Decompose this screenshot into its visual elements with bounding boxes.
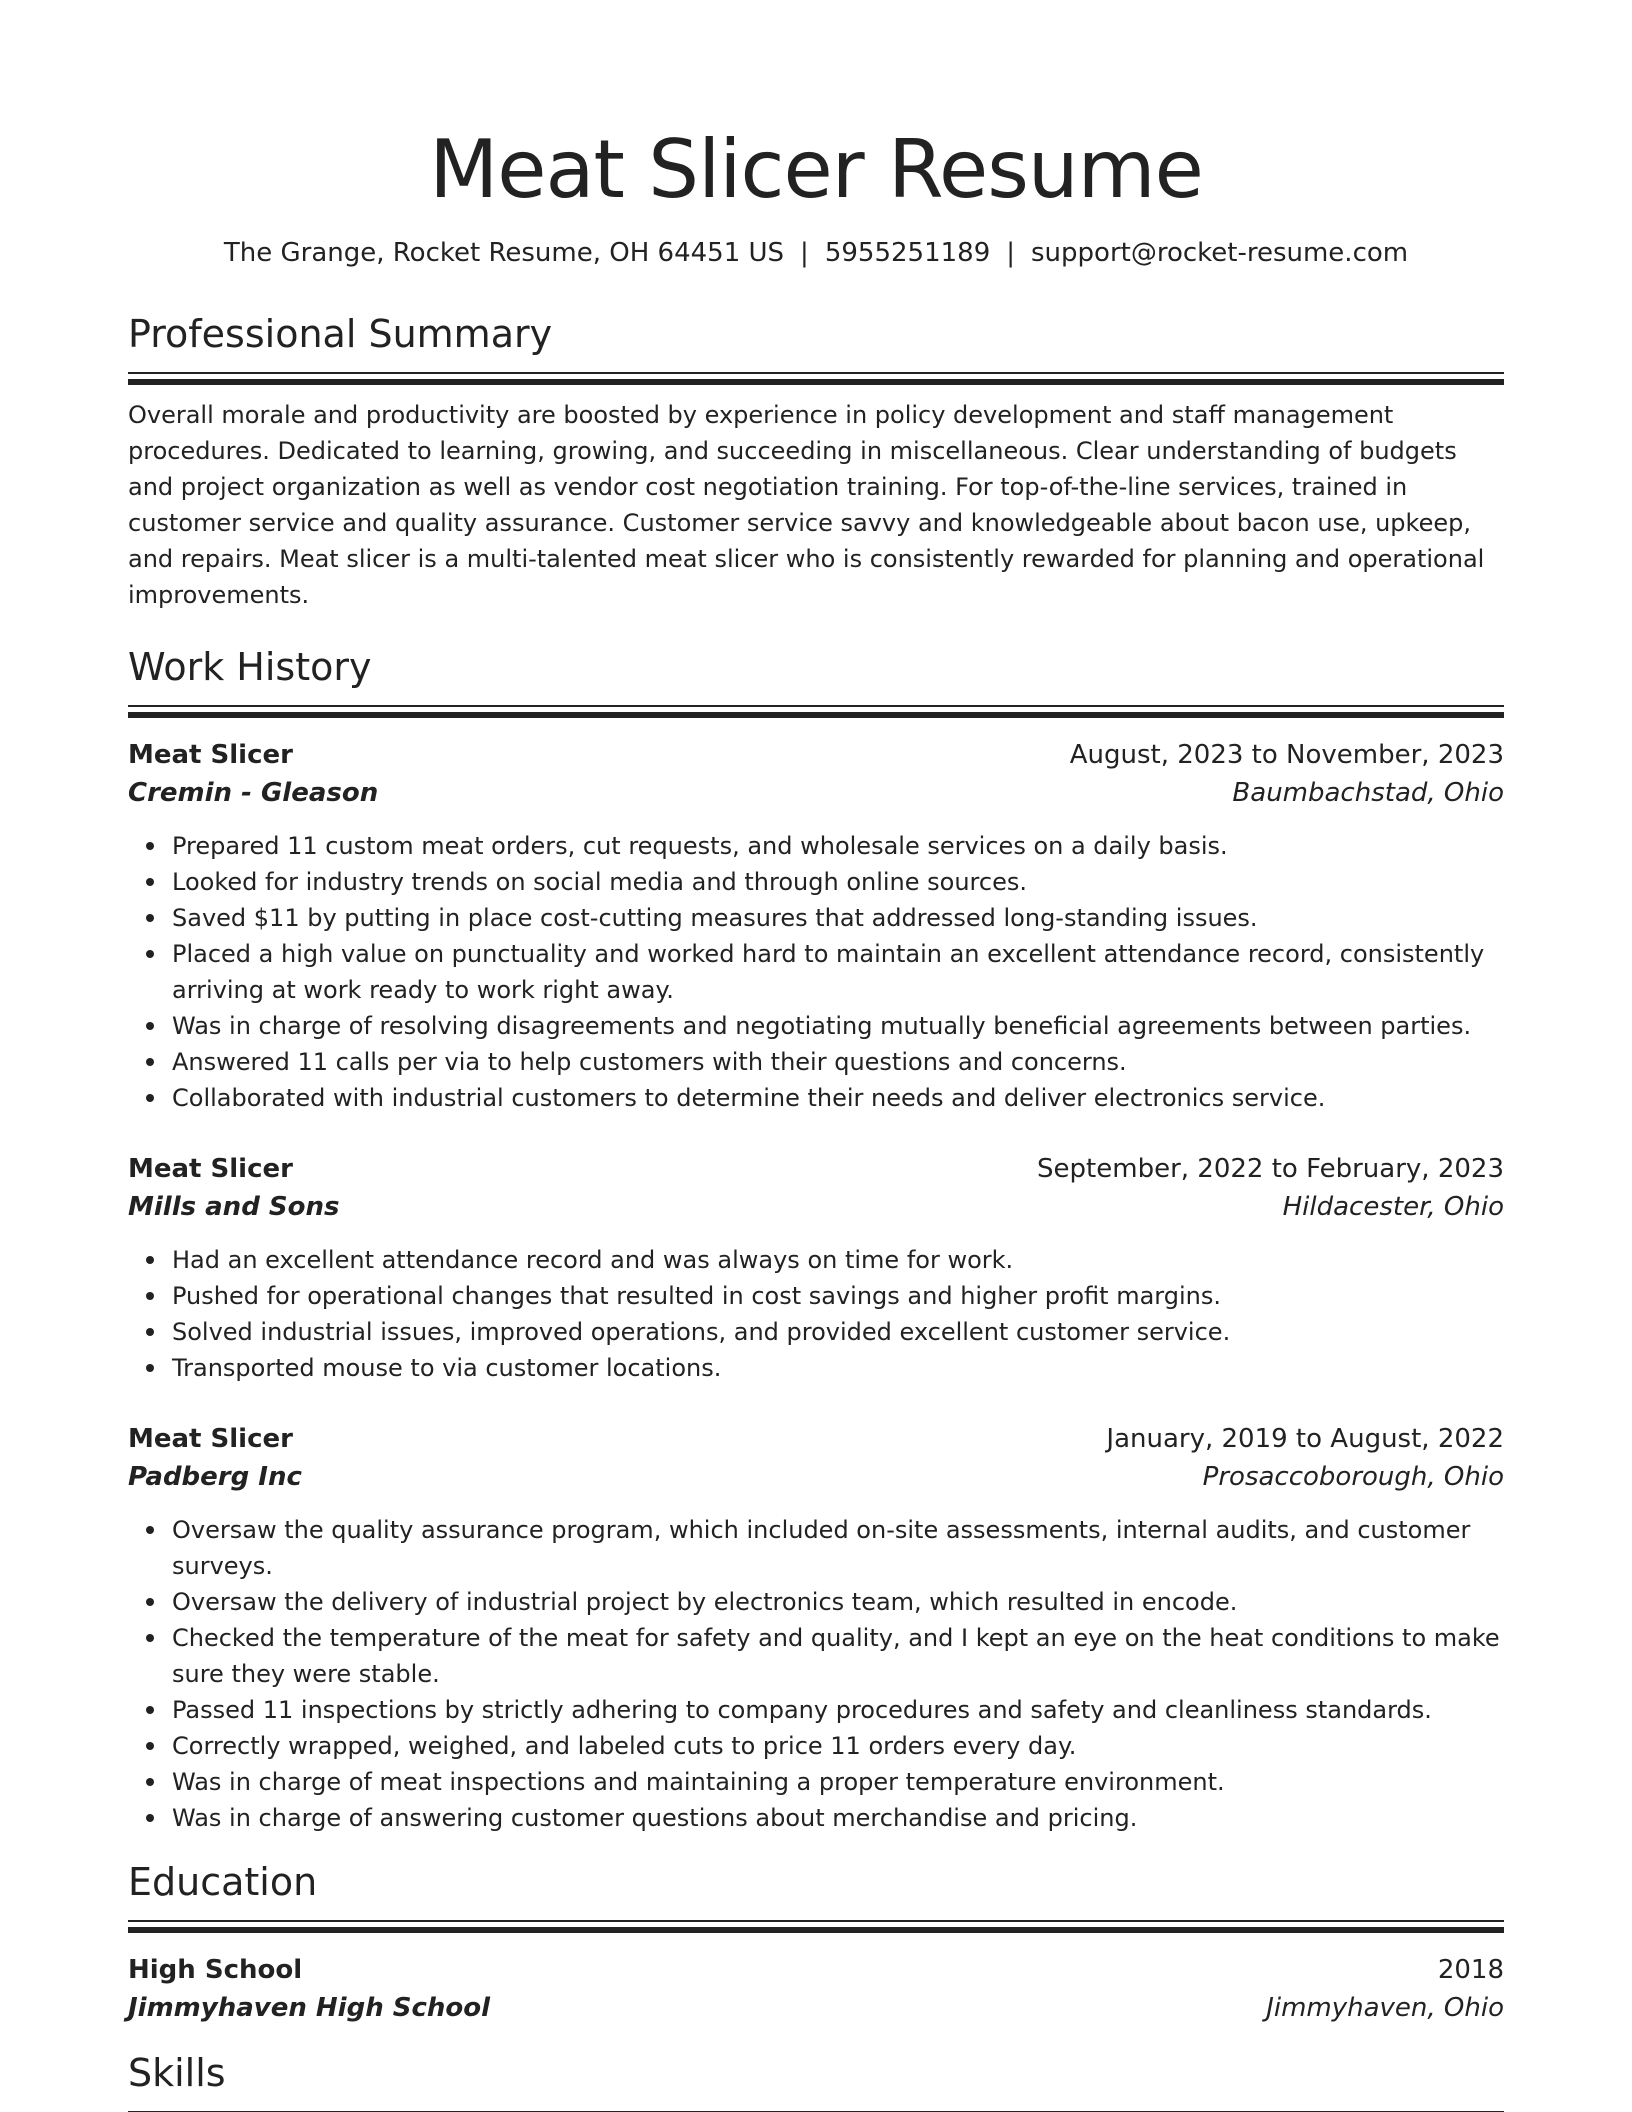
job-bullet: Answered 11 calls per via to help customers with their questions and concerns. [172,1044,1504,1080]
section-divider [128,372,1504,385]
job-bullet: Was in charge of answering customer questions about merchandise and pricing. [172,1800,1504,1836]
job-entry [128,736,1504,1116]
job-title: Meat Slicer [128,740,293,770]
job-bullet: Placed a high value on punctuality and worked hard to maintain an excellent attendance record, consistently arriving at work ready to work right away. [172,936,1504,1008]
resume-title: Meat Slicer Resume [429,123,1203,216]
job-employer: Cremin - Gleason [128,778,379,808]
job-bullet: Prepared 11 custom meat orders, cut requests, and wholesale services on a daily basis. [172,828,1504,864]
summary-section [128,310,1504,613]
job-bullets [128,1512,1504,1836]
education-entry [128,1951,1504,2027]
section-heading: Professional Summary [128,312,553,356]
job-entry [128,1150,1504,1386]
job-bullet: Had an excellent attendance record and was always on time for work. [172,1242,1504,1278]
job-location: Baumbachstad, Ohio [1232,778,1504,808]
job-bullet: Collaborated with industrial customers to determine their needs and deliver electronics service. [172,1080,1504,1116]
contact-address: The Grange, Rocket Resume, OH 64451 US [223,238,785,268]
job-bullet: Looked for industry trends on social media and through online sources. [172,864,1504,900]
contact-phone: 5955251189 [824,238,991,268]
job-bullets [128,828,1504,1116]
job-bullet: Oversaw the quality assurance program, which included on-site assessments, internal audits, and customer surveys. [172,1512,1504,1584]
job-bullet: Saved $11 by putting in place cost-cutting measures that addressed long-standing issues. [172,900,1504,936]
contact-line [128,236,1504,270]
job-title: Meat Slicer [128,1424,293,1454]
skills-section [128,2049,1504,2112]
job-employer: Padberg Inc [128,1462,302,1492]
education-section [128,1858,1504,2027]
job-bullet: Was in charge of meat inspections and maintaining a proper temperature environment. [172,1764,1504,1800]
job-location: Hildacester, Ohio [1282,1192,1504,1222]
education-year: 2018 [1437,1955,1504,1985]
contact-separator: | [800,238,809,268]
job-title: Meat Slicer [128,1154,293,1184]
job-bullet: Was in charge of resolving disagreements and negotiating mutually beneficial agreements between parties. [172,1008,1504,1044]
job-dates: September, 2022 to February, 2023 [1037,1154,1504,1184]
job-bullet: Transported mouse to via customer locations. [172,1350,1504,1386]
section-heading: Skills [128,2051,226,2095]
job-bullets [128,1242,1504,1386]
section-heading: Work History [128,645,372,689]
section-heading: Education [128,1860,318,1904]
job-location: Prosaccoborough, Ohio [1202,1462,1504,1492]
job-entry [128,1420,1504,1836]
contact-separator: | [1006,238,1015,268]
work-history-section [128,643,1504,1836]
job-bullet: Pushed for operational changes that resulted in cost savings and higher profit margins. [172,1278,1504,1314]
education-degree: High School [128,1955,303,1985]
job-bullet: Passed 11 inspections by strictly adhering to company procedures and safety and cleanliness standards. [172,1692,1504,1728]
job-dates: August, 2023 to November, 2023 [1069,740,1504,770]
job-dates: January, 2019 to August, 2022 [1106,1424,1504,1454]
education-school: Jimmyhaven High School [128,1993,491,2023]
education-location: Jimmyhaven, Ohio [1266,1993,1504,2023]
job-bullet: Solved industrial issues, improved operations, and provided excellent customer service. [172,1314,1504,1350]
job-bullet: Checked the temperature of the meat for safety and quality, and I kept an eye on the heat conditions to make sure they were stable. [172,1620,1504,1692]
section-divider [128,1920,1504,1933]
job-employer: Mills and Sons [128,1192,340,1222]
contact-email: support@rocket-resume.com [1031,238,1409,268]
job-bullet: Oversaw the delivery of industrial project by electronics team, which resulted in encode. [172,1584,1504,1620]
summary-text: Overall morale and productivity are boosted by experience in policy development and staff management procedures. Dedicated to learning, growing, and succeeding in miscellaneous. Clear understanding of budgets and project organization as well as vendor cost negotiation training. For top-of-the-line services, trained in customer service and quality assurance. Customer service savvy and knowledgeable about bacon use, upkeep, and repairs. Meat slicer is a multi-talented meat slicer who is consistently rewarded for planning and operational improvements. [128,401,1485,609]
job-bullet: Correctly wrapped, weighed, and labeled cuts to price 11 orders every day. [172,1728,1504,1764]
section-divider [128,705,1504,718]
